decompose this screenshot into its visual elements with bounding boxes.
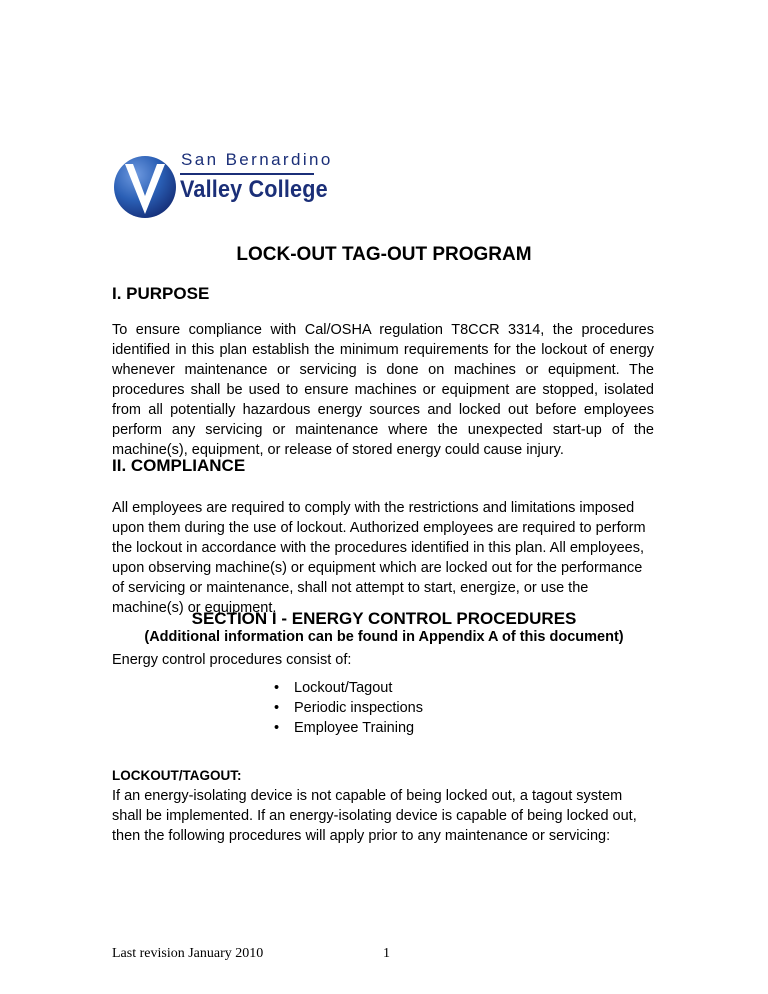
compliance-heading: II. COMPLIANCE [112, 456, 246, 475]
logo-divider [180, 173, 314, 175]
lockout-heading: LOCKOUT/TAGOUT: [112, 768, 242, 783]
section-intro: Energy control procedures consist of: [112, 652, 352, 668]
bullet-icon: • [274, 720, 280, 736]
purpose-text: To ensure compliance with Cal/OSHA regulation T8CCR 3314, the procedures identified in this plan establish the minimum requirements for the lockout of energy whenever maintenance or servicing is done on machines or equipment. The procedures shall be used to ensure machines or equipment are stopped, isolated from all potentially hazardous energy sources and locked out before employees perform any servicing or maintenance where the unexpected start-up of the machine(s), equipment, or release of stored energy could cause injury. [112, 322, 654, 458]
logo-emblem-icon [112, 144, 178, 230]
list-item: • Employee Training [274, 720, 415, 736]
compliance-text: All employees are required to comply with the restrictions and limitations imposed upon them during the use of lockout. Authorized employees are required to perform the lockout in accordance with the procedures identified in this plan. All employees, upon observing machine(s) or equipment which are locked out for the performance of servicing or maintenance, shall not attempt to start, energize, or use the machine(s) or equipment. [112, 500, 646, 616]
logo-text-top: San Bernardino [181, 150, 333, 169]
college-logo [112, 144, 333, 230]
list-item: • Periodic inspections [274, 700, 423, 716]
purpose-heading: I. PURPOSE [112, 284, 210, 303]
procedure-list [274, 678, 423, 738]
lockout-text: If an energy-isolating device is not capable of being locked out, a tagout system shall be implemented. If an energy-isolating device is capable of being locked out, then the following procedures will apply prior to any maintenance or servicing: [112, 788, 637, 844]
document-title: LOCK-OUT TAG-OUT PROGRAM [236, 244, 532, 265]
logo-text-bottom: Valley College [180, 176, 328, 203]
revision-note: Last revision January 2010 [112, 946, 264, 961]
section-subtitle: (Additional information can be found in Appendix A of this document) [144, 629, 624, 645]
page-number: 1 [383, 946, 390, 961]
section-title: SECTION I - ENERGY CONTROL PROCEDURES [191, 609, 577, 628]
bullet-icon: • [274, 680, 280, 696]
list-item: • Lockout/Tagout [274, 680, 393, 696]
bullet-icon: • [274, 700, 280, 716]
